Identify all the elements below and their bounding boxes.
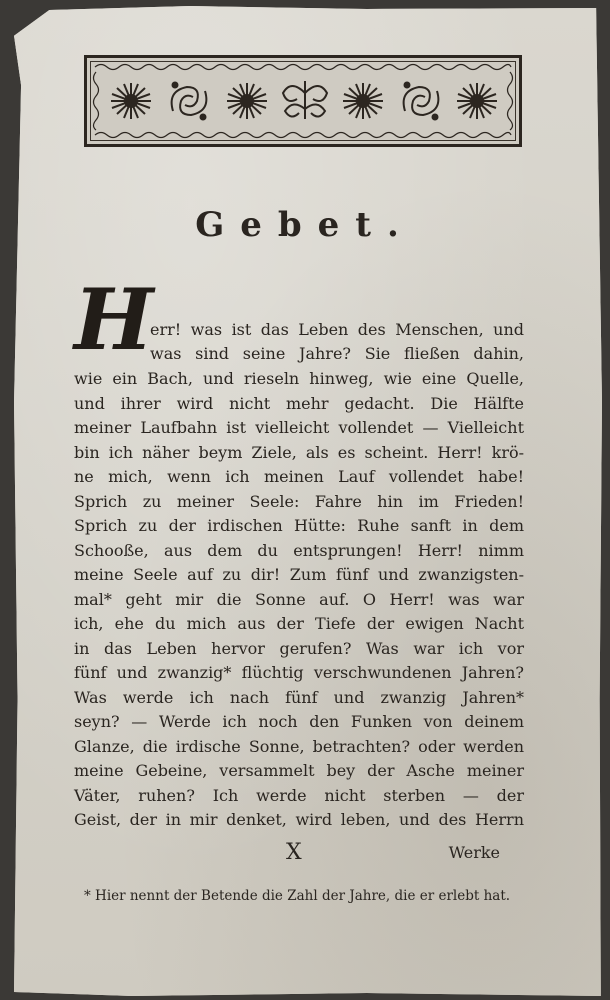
text-line: meiner Laufbahn ist vielleicht vollendet — Vielleicht — [74, 418, 524, 437]
page-footer-row — [74, 840, 524, 866]
text-line: in das Leben hervor gerufen? Was war ich vor — [74, 639, 524, 658]
text-line: mal* geht mir die Sonne auf. O Herr! was war — [74, 590, 524, 609]
ornament-band-icon — [87, 58, 519, 144]
text-line: wie ein Bach, und rieseln hinweg, wie eine Quelle, — [74, 369, 524, 388]
text-line: fünf und zwanzig* flüchtig verschwundenen Jahren? — [74, 663, 524, 682]
footnote: * Hier nennt der Betende die Zahl der Jahre, die er erlebt hat. — [84, 887, 511, 904]
catchword: Werke — [448, 843, 500, 862]
text-line: Sprich zu meiner Seele: Fahre hin im Frieden! — [74, 492, 524, 511]
text-line: Glanze, die irdische Sonne, betrachten? oder werden — [74, 737, 524, 756]
text-line: ich, ehe du mich aus der Tiefe der ewigen Nacht — [74, 614, 524, 633]
text-line: meine Seele auf zu dir! Zum fünf und zwanzigsten- — [74, 565, 524, 584]
text-line: err! was ist das Leben des Menschen, und — [150, 320, 524, 339]
text-line: und ihrer wird nicht mehr gedacht. Die Hälfte — [74, 394, 524, 413]
text-line: Sprich zu der irdischen Hütte: Ruhe sanft in dem — [74, 516, 524, 535]
page-title: Gebet. — [195, 205, 415, 245]
text-line: Schooße, aus dem du entsprungen! Herr! nimm — [74, 541, 524, 560]
text-line: seyn? — Werde ich noch den Funken von deinem — [74, 712, 524, 731]
text-line: meine Gebeine, versammelt bey der Asche meiner — [74, 761, 524, 780]
text-line: Was werde ich nach fünf und zwanzig Jahren* — [74, 688, 524, 707]
text-line: Väter, ruhen? Ich werde nicht sterben — der — [74, 786, 524, 805]
drop-cap-initial: H — [74, 270, 154, 369]
text-line: Geist, der in mir denket, wird leben, und des Herrn — [74, 810, 524, 829]
signature-mark: X — [286, 840, 302, 865]
text-line: bin ich näher beym Ziele, als es scheint. Herr! krö- — [74, 443, 524, 462]
text-line: ne mich, wenn ich meinen Lauf vollendet habe! — [74, 467, 524, 486]
ornamental-header-border — [84, 55, 522, 147]
text-line: was sind seine Jahre? Sie fließen dahin, — [150, 344, 524, 363]
